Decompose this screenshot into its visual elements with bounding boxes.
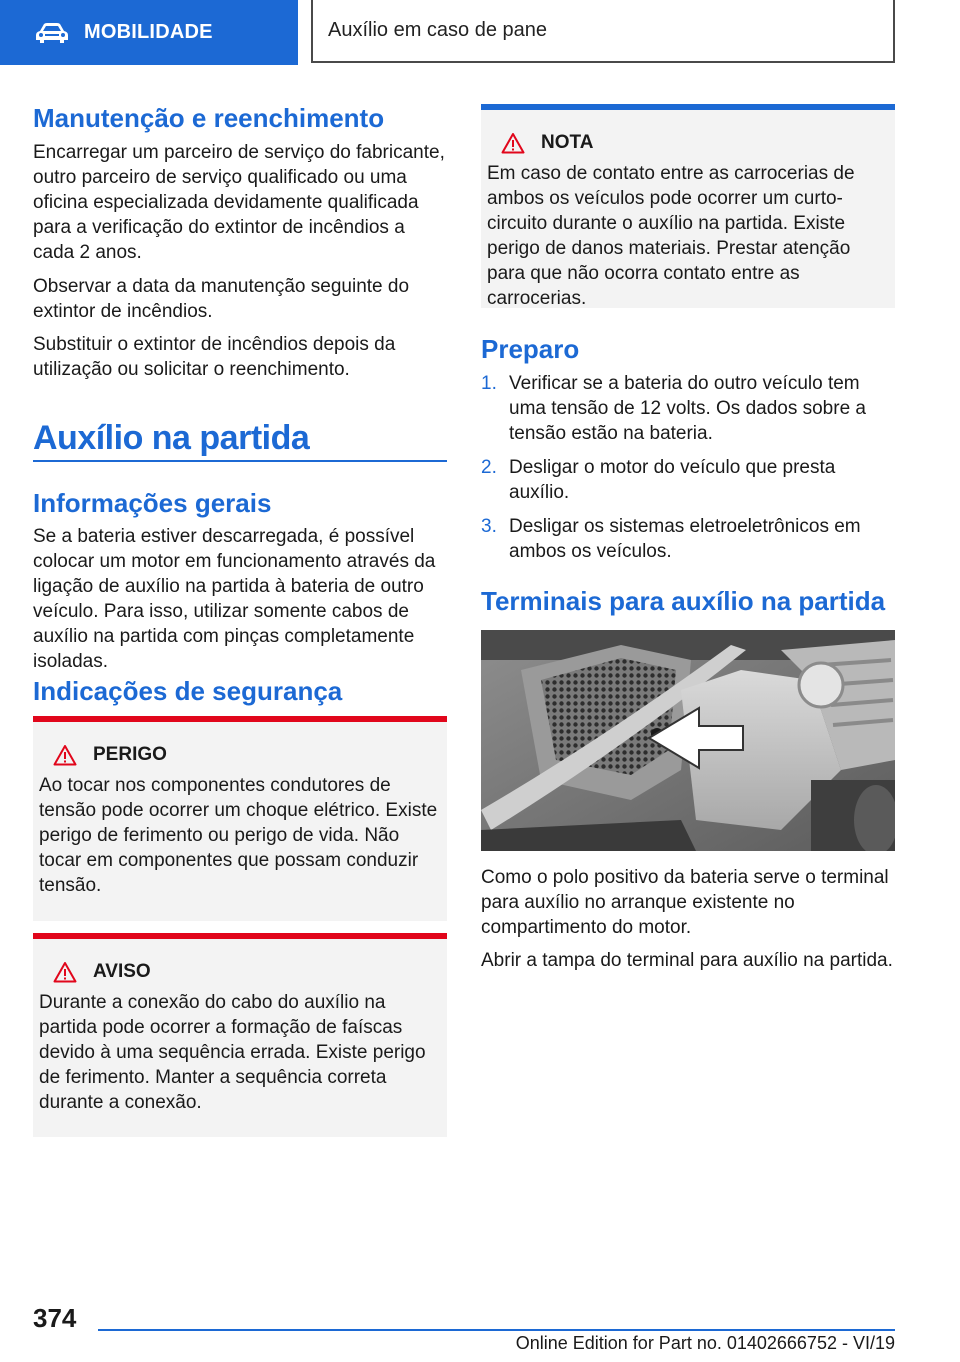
maintenance-paragraph-2: Observar a data da manutenção seguinte do extintor de incêndios. <box>33 276 410 322</box>
note-callout <box>481 104 895 308</box>
section-tab[interactable] <box>0 0 298 65</box>
danger-body: Ao tocar nos componentes condutores de tensão pode ocorrer um choque elétrico. Existe perigo de ferimento ou perigo de vida. Não tocar em componentes que possam conduzir tensão. <box>39 775 438 896</box>
warning-body: Durante a conexão do cabo do auxílio na partida pode ocorrer a formação de faíscas devido à uma sequência errada. Existe perigo de ferimento. Manter a sequência correta durante a conexão. <box>39 992 426 1113</box>
section-tab-label: MOBILIDADE <box>84 21 213 43</box>
step-text: Desligar os sistemas eletroeletrônicos em ambos os veículos. <box>509 516 861 562</box>
danger-callout <box>33 716 447 921</box>
step-text: Desligar o motor do veículo que presta auxílio. <box>509 457 836 503</box>
car-icon <box>34 22 70 44</box>
chapter-header <box>311 0 895 63</box>
general-info-paragraph: Se a bateria estiver descarregada, é possível colocar um motor em funcionamento através da ligação de auxílio na partida à bateria de outro veículo. Para isso, utilizar somente cabos de auxílio na partida com pinças completamente isoladas. <box>33 526 436 672</box>
note-title: NOTA <box>541 132 594 153</box>
step-text: Verificar se a bateria do outro veículo tem uma tensão de 12 volts. Os dados sobre a tensão estão na bateria. <box>509 373 866 444</box>
list-item <box>481 371 895 446</box>
engine-bay-photo <box>481 630 895 851</box>
warning-title: AVISO <box>93 961 151 982</box>
maintenance-heading: Manutenção e reenchimento <box>33 103 385 133</box>
warning-triangle-icon <box>501 132 525 154</box>
maintenance-paragraph-1: Encarregar um parceiro de serviço do fabricante, outro parceiro de serviço qualificado ou uma oficina especializada devidamente qualificada para a verificação do extintor de incêndios a cada 2 anos. <box>33 142 445 263</box>
safety-heading: Indicações de segurança <box>33 676 343 706</box>
general-info-heading: Informações gerais <box>33 488 272 518</box>
list-item <box>481 455 895 505</box>
footer-rule <box>98 1329 895 1331</box>
heading-rule <box>33 460 447 462</box>
preparation-heading: Preparo <box>481 334 580 364</box>
warning-callout <box>33 933 447 1137</box>
main-section-heading: Auxílio na partida <box>33 419 310 457</box>
list-item <box>481 514 895 564</box>
danger-title: PERIGO <box>93 744 167 765</box>
step-number: 2. <box>481 457 497 478</box>
chapter-title: Auxílio em caso de pane <box>328 19 548 41</box>
terminals-paragraph-1: Como o polo positivo da bateria serve o terminal para auxílio no arranque existente no compartimento do motor. <box>481 867 889 938</box>
warning-triangle-icon <box>53 744 77 766</box>
note-body: Em caso de contato entre as carrocerias de ambos os veículos pode ocorrer um curto-circuito durante o auxílio na partida. Existe perigo de danos materiais. Prestar atenção para que não ocorra contato entre as carrocerias. <box>487 163 855 309</box>
terminals-paragraph-2: Abrir a tampa do terminal para auxílio na partida. <box>481 950 893 971</box>
preparation-steps <box>481 371 895 573</box>
step-number: 1. <box>481 373 497 394</box>
step-number: 3. <box>481 516 497 537</box>
terminals-heading: Terminais para auxílio na partida <box>481 586 886 616</box>
maintenance-paragraph-3: Substituir o extintor de incêndios depois da utilização ou solicitar o reenchimento. <box>33 334 396 380</box>
warning-triangle-icon <box>53 961 77 983</box>
page-number: 374 <box>33 1303 77 1333</box>
edition-text: Online Edition for Part no. 01402666752 - VI/19 <box>515 1333 895 1353</box>
